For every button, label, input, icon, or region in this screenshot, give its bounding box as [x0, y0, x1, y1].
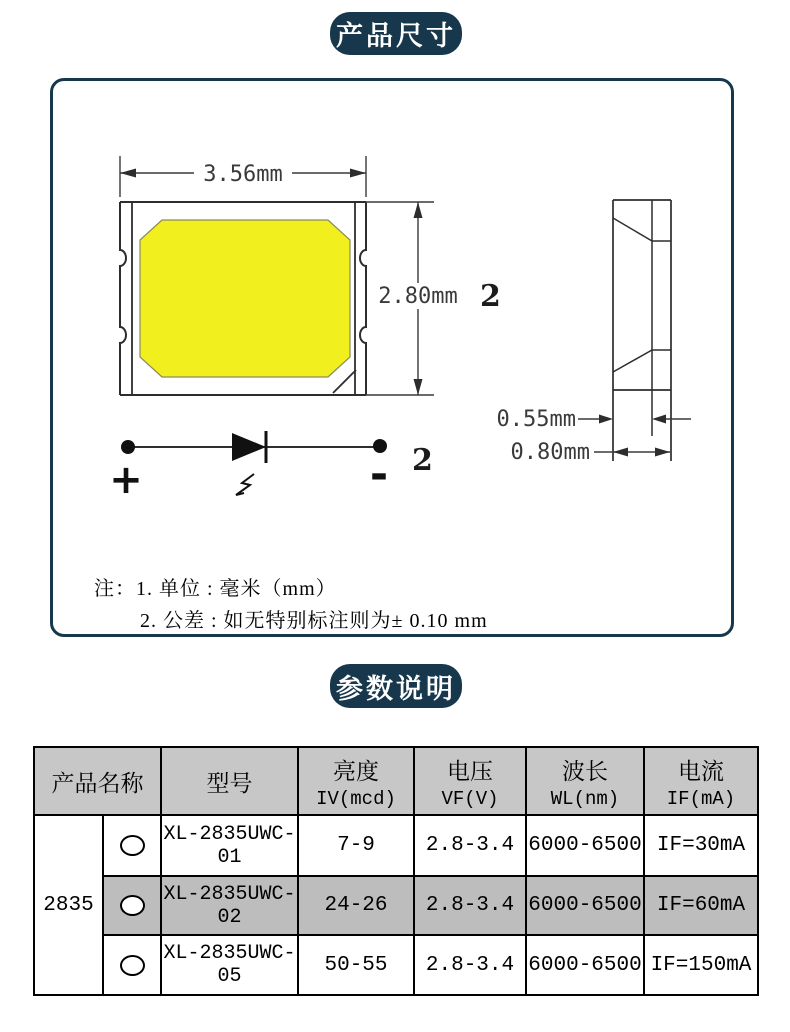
anode-plus-label: + [109, 457, 143, 503]
header-wavelength-label: 波长 [562, 758, 608, 784]
wavelength-cell: 6000-6500 [526, 815, 644, 876]
voltage-cell: 2.8-3.4 [414, 815, 526, 876]
header-product-name [34, 747, 161, 815]
drawing-note-tolerance: 2. 公差 : 如无特别标注则为± 0.10 mm [140, 610, 488, 632]
current-cell: IF=60mA [644, 876, 758, 935]
parameters-table [33, 746, 759, 996]
led-dimension-drawing [50, 78, 734, 637]
anode-terminal-dot [121, 440, 135, 454]
dimension-pad-width [511, 440, 670, 465]
top-view-package [120, 202, 366, 395]
option-cell[interactable] [103, 935, 161, 995]
product-name-cell: 2835 [34, 815, 103, 995]
brightness-cell: 24-26 [298, 876, 414, 935]
brightness-cell: 7-9 [298, 815, 414, 876]
section-title-product-size: 产品尺寸 [330, 12, 462, 55]
voltage-cell: 2.8-3.4 [414, 935, 526, 995]
current-cell: IF=30mA [644, 815, 758, 876]
model-cell: XL-2835UWC-02 [161, 876, 298, 935]
header-current [644, 747, 758, 815]
lightning-mark [236, 474, 254, 495]
polarity-schematic [109, 431, 433, 503]
dimension-thickness [497, 407, 691, 432]
dimension-width [120, 156, 366, 197]
header-voltage [414, 747, 526, 815]
radio-option-icon[interactable] [120, 955, 145, 976]
pad-width-dimension-label: 0.80mm [510, 440, 590, 465]
header-brightness-label: 亮度 [333, 758, 379, 784]
cathode-minus-label: - [369, 449, 389, 500]
table-header-row [34, 747, 758, 815]
option-cell[interactable] [103, 815, 161, 876]
section-title-parameters: 参数说明 [330, 664, 462, 708]
table-row[interactable] [34, 876, 758, 935]
current-cell: IF=150mA [644, 935, 758, 995]
radio-option-icon[interactable] [120, 895, 145, 916]
drawing-note-units: 注：1. 单位 : 毫米（mm） [94, 578, 337, 600]
diode-triangle [232, 433, 266, 461]
header-brightness-unit: IV(mcd) [316, 787, 396, 810]
wavelength-cell: 6000-6500 [526, 876, 644, 935]
header-model-label: 型号 [206, 770, 253, 796]
table-row[interactable] [34, 815, 758, 876]
header-current-label: 电流 [678, 758, 724, 784]
wavelength-cell: 6000-6500 [526, 935, 644, 995]
radio-option-icon[interactable] [120, 835, 145, 856]
schematic-tolerance-ref: 2 [412, 443, 433, 478]
right-edge-with-notches [360, 202, 366, 395]
header-voltage-label: 电压 [447, 758, 493, 784]
header-current-unit: IF(mA) [666, 787, 736, 810]
height-dimension-label: 2.80mm [378, 284, 458, 309]
header-wavelength-unit: WL(nm) [550, 787, 620, 810]
model-cell: XL-2835UWC-01 [161, 815, 298, 876]
brightness-cell: 50-55 [298, 935, 414, 995]
left-edge-with-notches [120, 202, 126, 395]
header-model [161, 747, 298, 815]
emitter-area [140, 220, 350, 377]
option-cell[interactable] [103, 876, 161, 935]
header-wavelength [526, 747, 644, 815]
dimension-height [366, 202, 501, 395]
thickness-dimension-label: 0.55mm [496, 407, 576, 432]
height-tolerance-ref: 2 [480, 279, 501, 314]
header-voltage-unit: VF(V) [441, 787, 499, 810]
width-dimension-label: 3.56mm [203, 162, 283, 187]
table-row[interactable] [34, 935, 758, 995]
header-brightness [298, 747, 414, 815]
model-cell: XL-2835UWC-05 [161, 935, 298, 995]
polarity-corner-mark [333, 370, 356, 393]
header-product-name-label: 产品名称 [51, 770, 144, 796]
voltage-cell: 2.8-3.4 [414, 876, 526, 935]
